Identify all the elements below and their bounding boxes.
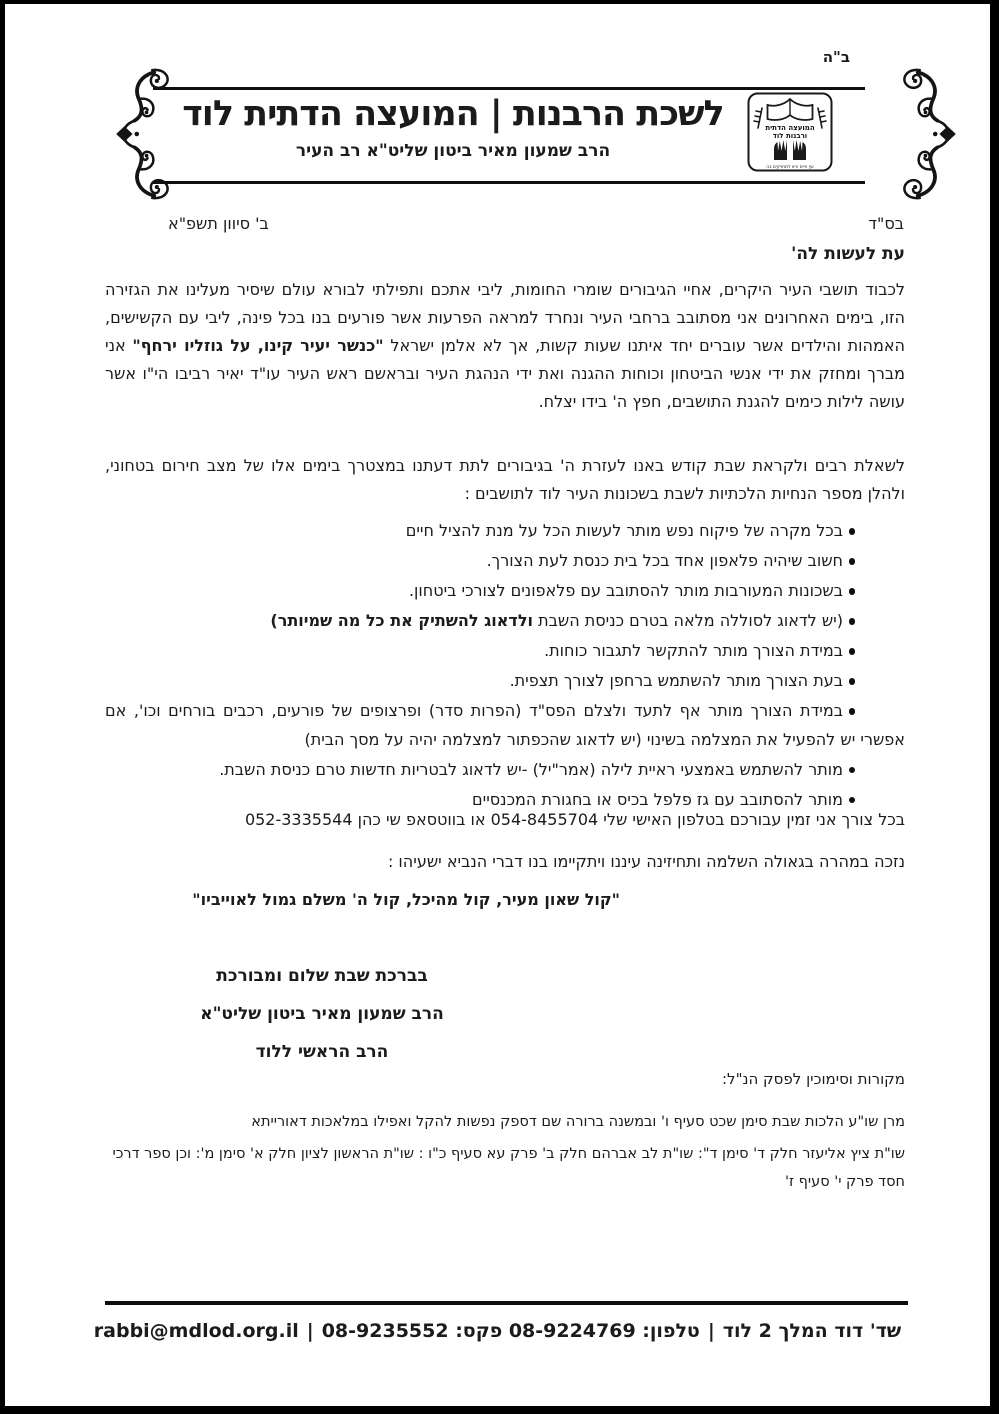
list-item: מותר להסתובב עם גז פלפל בכיס או בחגורת המכנסיים xyxy=(105,786,905,815)
bsd-abbreviation: בס"ד xyxy=(868,214,904,233)
list-item: חשוב שיהיה פלאפון אחד בכל בית כנסת לעת הצורך. xyxy=(105,547,905,576)
hebrew-date: ב' סיוון תשפ"א xyxy=(168,214,269,233)
list-item: בכל מקרה של פיקוח נפש מותר לעשות הכל על מנת להציל חיים xyxy=(105,517,905,546)
list-item: בשכונות המעורבות מותר להסתובב עם פלאפונים לצורכי ביטחון. xyxy=(105,577,905,606)
letter-heading: עת לעשות לה' xyxy=(791,244,905,264)
office-title: לשכת הרבנות | המועצה הדתית לוד xyxy=(182,94,724,134)
religious-council-logo xyxy=(747,92,833,172)
signature-block xyxy=(105,964,539,1078)
signature-name: הרב שמעון מאיר ביטון שליט"א xyxy=(200,1004,444,1024)
letterhead-banner xyxy=(103,78,903,190)
source-reference: מרן שו"ע הלכות שבת סימן שכט סעיף ו' ובמשנה ברורה שם דספק נפשות להקל ואפילו במלאכות דאורייתא xyxy=(251,1114,905,1130)
footer-email: rabbi@mdlod.org.il xyxy=(93,1320,299,1342)
list-item: מותר להשתמש באמצעי ראיית לילה (אמר"יל) -יש לדאוג לבטריות חדשות טרם כניסת השבת. xyxy=(105,756,905,785)
list-item: במידת הצורך מותר אף לתעד ולצלם הפס"ד (הפרות סדר) ופרצופים של פורעים, רכבים בורחים וכו', אם אפשרי יש להפעיל את המצלמה בשינוי (יש לדאוג שהכפתור למצלמה יהיה על מסך הבית) xyxy=(105,697,905,754)
signature-blessing: בברכת שבת שלום ומבורכת xyxy=(216,966,428,986)
bh-abbreviation: ב"ה xyxy=(822,48,850,66)
logo-text-line1: המועצה הדתית xyxy=(765,124,815,132)
paragraph-text: לכבוד תושבי העיר היקרים, אחיי הגיבורים שומרי החומות, ליבי אתכם ותפילתי לבורא עולם שיסיר מעלינו את הגזירה הזו, בימים האחרונים אני מסתובב ברחבי העיר ונחרד למראה הפרעות אשר פורעים בנו בכל פינה, ליבי עם הקשישים, האמהות והילדים אשר עוברים יחד איתנו שעות קשות, אך לא אלמן ישראל xyxy=(105,280,905,355)
redemption-blessing-line: נזכה במהרה בגאולה השלמה ותחיזינה עיננו ויתקיימו בנו דברי הנביא ישעיהו : xyxy=(387,852,905,871)
signature-title: הרב הראשי ללוד xyxy=(255,1042,389,1062)
contact-phone-line: בכל צורך אני זמין עבורכם בטלפון האישי שלי 054-8455704 או בווטסאפ שי כהן 052-3335544 xyxy=(244,810,905,829)
list-item: בעת הצורך מותר להשתמש ברחפן לצורך תצפית. xyxy=(105,667,905,696)
footer-phone-fax: טלפון: 08-9224769 פקס: 08-9235552 xyxy=(321,1320,700,1342)
flourish-ornament-icon xyxy=(893,66,961,202)
sources-heading: מקורות וסימוכין לפסק הנ"ל: xyxy=(721,1070,905,1088)
intro-to-guidelines-paragraph: לשאלת רבים ולקראת שבת קודש באנו לעזרת ה' בגיבורים לתת דעתנו במצטרך בימים אלו של מצב חירום בטחוני, ולהלן מספר הנחיות הלכתיות לשבת בשכונות העיר לוד לתושבים : xyxy=(105,456,905,503)
isaiah-verse-quote: "קול שאון מעיר, קול מהיכל, קול ה' משלם גמול לאוייביו" xyxy=(192,890,620,909)
logo-motto: עץ חיים היא למחזיקים בה xyxy=(766,165,814,170)
footer-address: שד' דוד המלך 2 לוד xyxy=(722,1320,902,1342)
list-item: במידת הצורך מותר להתקשר לתגבור כוחות. xyxy=(105,637,905,666)
header-rule-bottom xyxy=(153,181,865,184)
footer-separator: | xyxy=(306,1320,314,1342)
footer-contact-line xyxy=(20,1320,975,1342)
halachic-guidelines-list xyxy=(105,517,905,816)
list-item xyxy=(105,607,905,636)
list-item-text: (יש לדאוג לסוללה מלאה בטרם כניסת השבת xyxy=(533,611,843,630)
letterhead-text xyxy=(163,90,743,164)
footer-rule xyxy=(105,1301,908,1305)
bold-verse-quote: "כנשר יעיר קינו, על גוזליו ירחף" xyxy=(132,336,384,355)
paragraph-text: אני מברך ומחזק את ידי אנשי הביטחון וכוחות ההגנה ואת ידי הנהגת העיר ובראשם ראש העיר עו"ד יאיר רביבו הי"ו אשר עושה לילות כימים להגנת התושבים, חפץ ה' בידו יצלח. xyxy=(105,336,905,411)
source-reference: שו"ת ציץ אליעזר חלק ד' סימן ד": שו"ת לב אברהם חלק ב' פרק עא סעיף כ"ו : שו"ת הראשון לציון חלק א' סימן מ': וכן ספר דרכי חסד פרק י' סעיף ז' xyxy=(112,1146,905,1190)
list-item-bold-text: ולדאוג להשתיק את כל מה שמיותר) xyxy=(270,611,533,630)
opening-paragraph xyxy=(105,276,905,416)
logo-text-line2: ורבנות לוד xyxy=(772,132,808,140)
rabbi-name-subtitle: הרב שמעון מאיר ביטון שליט"א רב העיר xyxy=(295,141,611,161)
footer-separator: | xyxy=(707,1320,715,1342)
